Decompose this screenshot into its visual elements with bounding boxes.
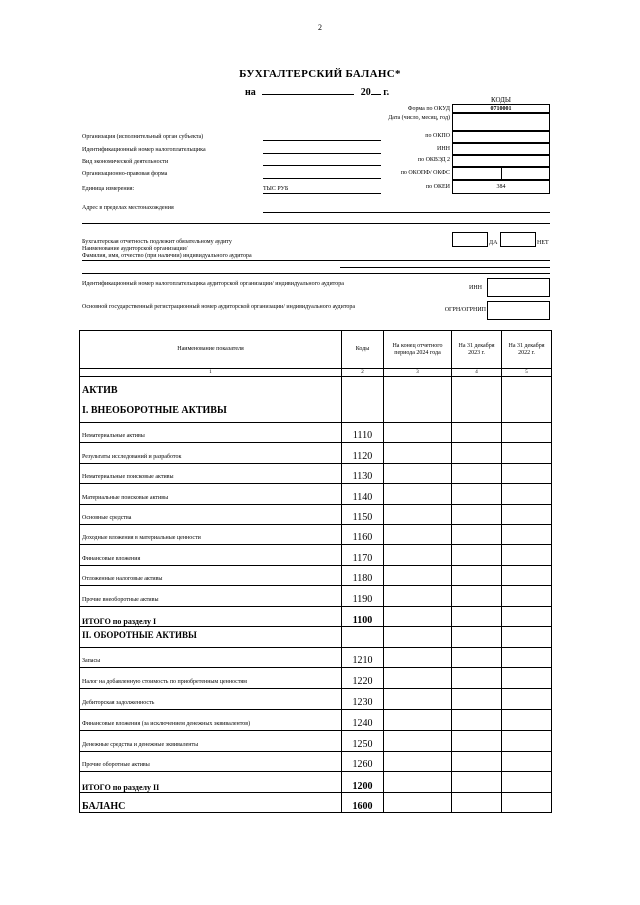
table-row	[80, 463, 552, 483]
inn-value[interactable]	[452, 143, 550, 155]
table-row	[80, 709, 552, 730]
auditor-inn-code: ИНН	[469, 285, 482, 291]
total-1-2023[interactable]	[452, 606, 502, 626]
audit-no-box[interactable]	[500, 232, 536, 247]
header-code: Коды	[342, 331, 384, 369]
total-1-row	[80, 606, 552, 626]
address-input-2[interactable]	[82, 222, 550, 224]
table-header-row	[80, 331, 552, 369]
balance-code: 1600	[342, 793, 384, 813]
auditor-ogrn-label: Основной государственный регистрационный номер аудиторской организации/ индивидуального аудитора	[82, 304, 356, 310]
okopf-value[interactable]	[452, 167, 502, 180]
audit-yes-box[interactable]	[452, 232, 488, 247]
audit-yes-label: ДА	[489, 240, 498, 246]
value-2023[interactable]	[452, 730, 502, 751]
column-number-row	[80, 369, 552, 377]
col-num-5: 5	[502, 369, 552, 377]
balance-row	[80, 793, 552, 813]
codes-header: КОДЫ	[490, 96, 512, 104]
inn-field-label: Идентификационный номер налогоплательщика	[82, 147, 206, 153]
audit-no-label: НЕТ	[537, 240, 549, 246]
value-2022[interactable]	[502, 565, 552, 585]
auditor-inn-label: Идентификационный номер налогоплательщика аудиторской организации/ индивидуального аудитора	[82, 281, 344, 287]
okpo-value[interactable]	[452, 131, 550, 143]
value-2024[interactable]	[384, 524, 452, 544]
okfs-value[interactable]	[501, 167, 550, 180]
value-2024[interactable]	[384, 463, 452, 483]
value-2024[interactable]	[384, 668, 452, 689]
balance-2022[interactable]	[502, 793, 552, 813]
value-2024[interactable]	[384, 709, 452, 730]
page-number: 2	[318, 23, 322, 32]
value-2024[interactable]	[384, 647, 452, 668]
inn-label: ИНН	[437, 146, 450, 152]
value-2023[interactable]	[452, 524, 502, 544]
value-2024[interactable]	[384, 689, 452, 710]
row-name: Результаты исследований и разработок	[80, 443, 342, 463]
total-1-name: ИТОГО по разделу I	[80, 606, 342, 626]
okopf-label: по ОКОПФ/ ОКФС	[400, 170, 450, 176]
audit-line2: Наименование аудиторской организации/	[82, 246, 188, 252]
total-2-row	[80, 772, 552, 793]
legal-form-input[interactable]	[263, 177, 381, 179]
date-line	[245, 84, 389, 98]
table-row	[80, 504, 552, 524]
row-name: Финансовые вложения (за исключением денежных эквивалентов)	[80, 709, 342, 730]
row-name: Прочие оборотные активы	[80, 751, 342, 772]
total-2-name: ИТОГО по разделу II	[80, 772, 342, 793]
row-name: Доходные вложения в материальные ценности	[80, 524, 342, 544]
value-2022[interactable]	[502, 730, 552, 751]
address-input-1[interactable]	[263, 211, 550, 213]
value-2022[interactable]	[502, 668, 552, 689]
row-name: Прочие внеоборотные активы	[80, 586, 342, 606]
value-2023[interactable]	[452, 689, 502, 710]
audit-line1: Бухгалтерская отчетность подлежит обязательному аудиту	[82, 239, 232, 245]
auditor-ogrn-input[interactable]	[487, 301, 550, 320]
section-aktiv: АКТИВ	[82, 385, 118, 396]
value-2022[interactable]	[502, 463, 552, 483]
value-2023[interactable]	[452, 668, 502, 689]
row-name: Отложенные налоговые активы	[80, 565, 342, 585]
section-2-title: II. ОБОРОТНЫЕ АКТИВЫ	[80, 626, 342, 647]
value-2024[interactable]	[384, 586, 452, 606]
value-2023[interactable]	[452, 443, 502, 463]
table-row	[80, 545, 552, 565]
okved-value[interactable]	[452, 155, 550, 167]
value-2024[interactable]	[384, 730, 452, 751]
value-2024[interactable]	[384, 565, 452, 585]
table-row	[80, 689, 552, 710]
row-code: 1250	[342, 730, 384, 751]
okud-value[interactable]: 0710001	[452, 104, 550, 113]
auditor-inn-input[interactable]	[487, 278, 550, 297]
col-num-3: 3	[384, 369, 452, 377]
date-code-label: Дата (число, месяц, год)	[388, 115, 450, 121]
row-code: 1140	[342, 484, 384, 504]
value-2023[interactable]	[452, 463, 502, 483]
okei-value[interactable]: 384	[452, 180, 550, 194]
row-code: 1120	[342, 443, 384, 463]
row-code: 1180	[342, 565, 384, 585]
auditor-ogrn-code: ОГРН/ОГРНИП	[444, 307, 486, 313]
row-name: Нематериальные поисковые активы	[80, 463, 342, 483]
unit-value[interactable]: ТЫС РУБ	[263, 186, 381, 194]
balance-2024[interactable]	[384, 793, 452, 813]
okei-label: по ОКЕИ	[425, 184, 450, 190]
balance-2023[interactable]	[452, 793, 502, 813]
address-label: Адрес в пределах местонахождения	[82, 205, 174, 211]
value-2024[interactable]	[384, 545, 452, 565]
table-row	[80, 423, 552, 443]
org-label: Организация (исполнительный орган субъекта)	[82, 134, 204, 140]
date-value[interactable]	[452, 113, 550, 131]
total-2-code: 1200	[342, 772, 384, 793]
row-code: 1260	[342, 751, 384, 772]
value-2023[interactable]	[452, 565, 502, 585]
unit-label: Единица измерения:	[82, 186, 135, 192]
value-2022[interactable]	[502, 586, 552, 606]
total-1-2024[interactable]	[384, 606, 452, 626]
table-row	[80, 586, 552, 606]
form-title: БУХГАЛТЕРСКИЙ БАЛАНС*	[239, 68, 401, 80]
value-2022[interactable]	[502, 443, 552, 463]
okved-label: по ОКВЭД 2	[417, 157, 450, 163]
total-2-2024[interactable]	[384, 772, 452, 793]
row-name: Материальные поисковые активы	[80, 484, 342, 504]
value-2023[interactable]	[452, 504, 502, 524]
value-2022[interactable]	[502, 647, 552, 668]
value-2023[interactable]	[452, 545, 502, 565]
auditor-name-input-1[interactable]	[82, 259, 550, 261]
row-code: 1110	[342, 423, 384, 443]
section-2-row	[80, 626, 552, 647]
row-code: 1160	[342, 524, 384, 544]
row-code: 1130	[342, 463, 384, 483]
value-2022[interactable]	[502, 524, 552, 544]
date-prefix: на	[245, 87, 256, 98]
section-header-row	[80, 377, 552, 423]
org-input[interactable]	[263, 139, 381, 141]
total-2-2023[interactable]	[452, 772, 502, 793]
legal-form-label: Организационно-правовая форма	[82, 171, 168, 177]
value-2022[interactable]	[502, 545, 552, 565]
row-code: 1230	[342, 689, 384, 710]
date-field[interactable]	[262, 84, 354, 95]
balance-name: БАЛАНС	[80, 793, 342, 813]
table-row	[80, 443, 552, 463]
balance-table	[79, 330, 552, 813]
value-2023[interactable]	[452, 586, 502, 606]
header-2024: На конец отчетного периода 2024 года	[384, 331, 452, 369]
col-num-4: 4	[452, 369, 502, 377]
inn-input[interactable]	[263, 152, 381, 154]
row-code: 1240	[342, 709, 384, 730]
row-name: Дебиторская задолженность	[80, 689, 342, 710]
section-1-title: I. ВНЕОБОРОТНЫЕ АКТИВЫ	[82, 405, 227, 416]
value-2023[interactable]	[452, 484, 502, 504]
total-1-2022[interactable]	[502, 606, 552, 626]
row-name: Основные средства	[80, 504, 342, 524]
row-code: 1220	[342, 668, 384, 689]
table-row	[80, 647, 552, 668]
value-2024[interactable]	[384, 484, 452, 504]
value-2022[interactable]	[502, 689, 552, 710]
value-2023[interactable]	[452, 751, 502, 772]
table-row	[80, 751, 552, 772]
header-2023: На 31 декабря 2023 г.	[452, 331, 502, 369]
auditor-name-input-3[interactable]	[82, 272, 550, 274]
date-suffix: г.	[383, 87, 390, 98]
table-row	[80, 565, 552, 585]
activity-label: Вид экономической деятельности	[82, 159, 169, 165]
activity-input[interactable]	[263, 164, 381, 166]
row-name: Финансовые вложения	[80, 545, 342, 565]
row-code: 1210	[342, 647, 384, 668]
col-num-1: 1	[80, 369, 342, 377]
value-2023[interactable]	[452, 423, 502, 443]
table-row	[80, 484, 552, 504]
table-row	[80, 524, 552, 544]
value-2022[interactable]	[502, 504, 552, 524]
audit-line3: Фамилия, имя, отчество (при наличии) индивидуального аудитора	[82, 253, 252, 259]
row-code: 1190	[342, 586, 384, 606]
row-name: Денежные средства и денежные эквиваленты	[80, 730, 342, 751]
row-name: Налог на добавленную стоимость по приобретенным ценностям	[80, 668, 342, 689]
okpo-label: по ОКПО	[425, 133, 450, 139]
value-2022[interactable]	[502, 423, 552, 443]
header-name: Наименование показателя	[80, 331, 342, 369]
row-name: Нематериальные активы	[80, 423, 342, 443]
total-1-code: 1100	[342, 606, 384, 626]
value-2024[interactable]	[384, 423, 452, 443]
row-name: Запасы	[80, 647, 342, 668]
row-code: 1150	[342, 504, 384, 524]
header-2022: На 31 декабря 2022 г.	[502, 331, 552, 369]
value-2022[interactable]	[502, 751, 552, 772]
table-row	[80, 668, 552, 689]
value-2024[interactable]	[384, 443, 452, 463]
auditor-name-input-2[interactable]	[340, 266, 550, 268]
value-2022[interactable]	[502, 709, 552, 730]
row-code: 1170	[342, 545, 384, 565]
value-2022[interactable]	[502, 484, 552, 504]
value-2024[interactable]	[384, 504, 452, 524]
value-2024[interactable]	[384, 751, 452, 772]
total-2-2022[interactable]	[502, 772, 552, 793]
col-num-2: 2	[342, 369, 384, 377]
date-year: 20	[360, 87, 371, 98]
value-2023[interactable]	[452, 647, 502, 668]
year-field[interactable]	[371, 84, 381, 95]
table-row	[80, 730, 552, 751]
value-2023[interactable]	[452, 709, 502, 730]
okud-label: Форма по ОКУД	[407, 106, 450, 112]
